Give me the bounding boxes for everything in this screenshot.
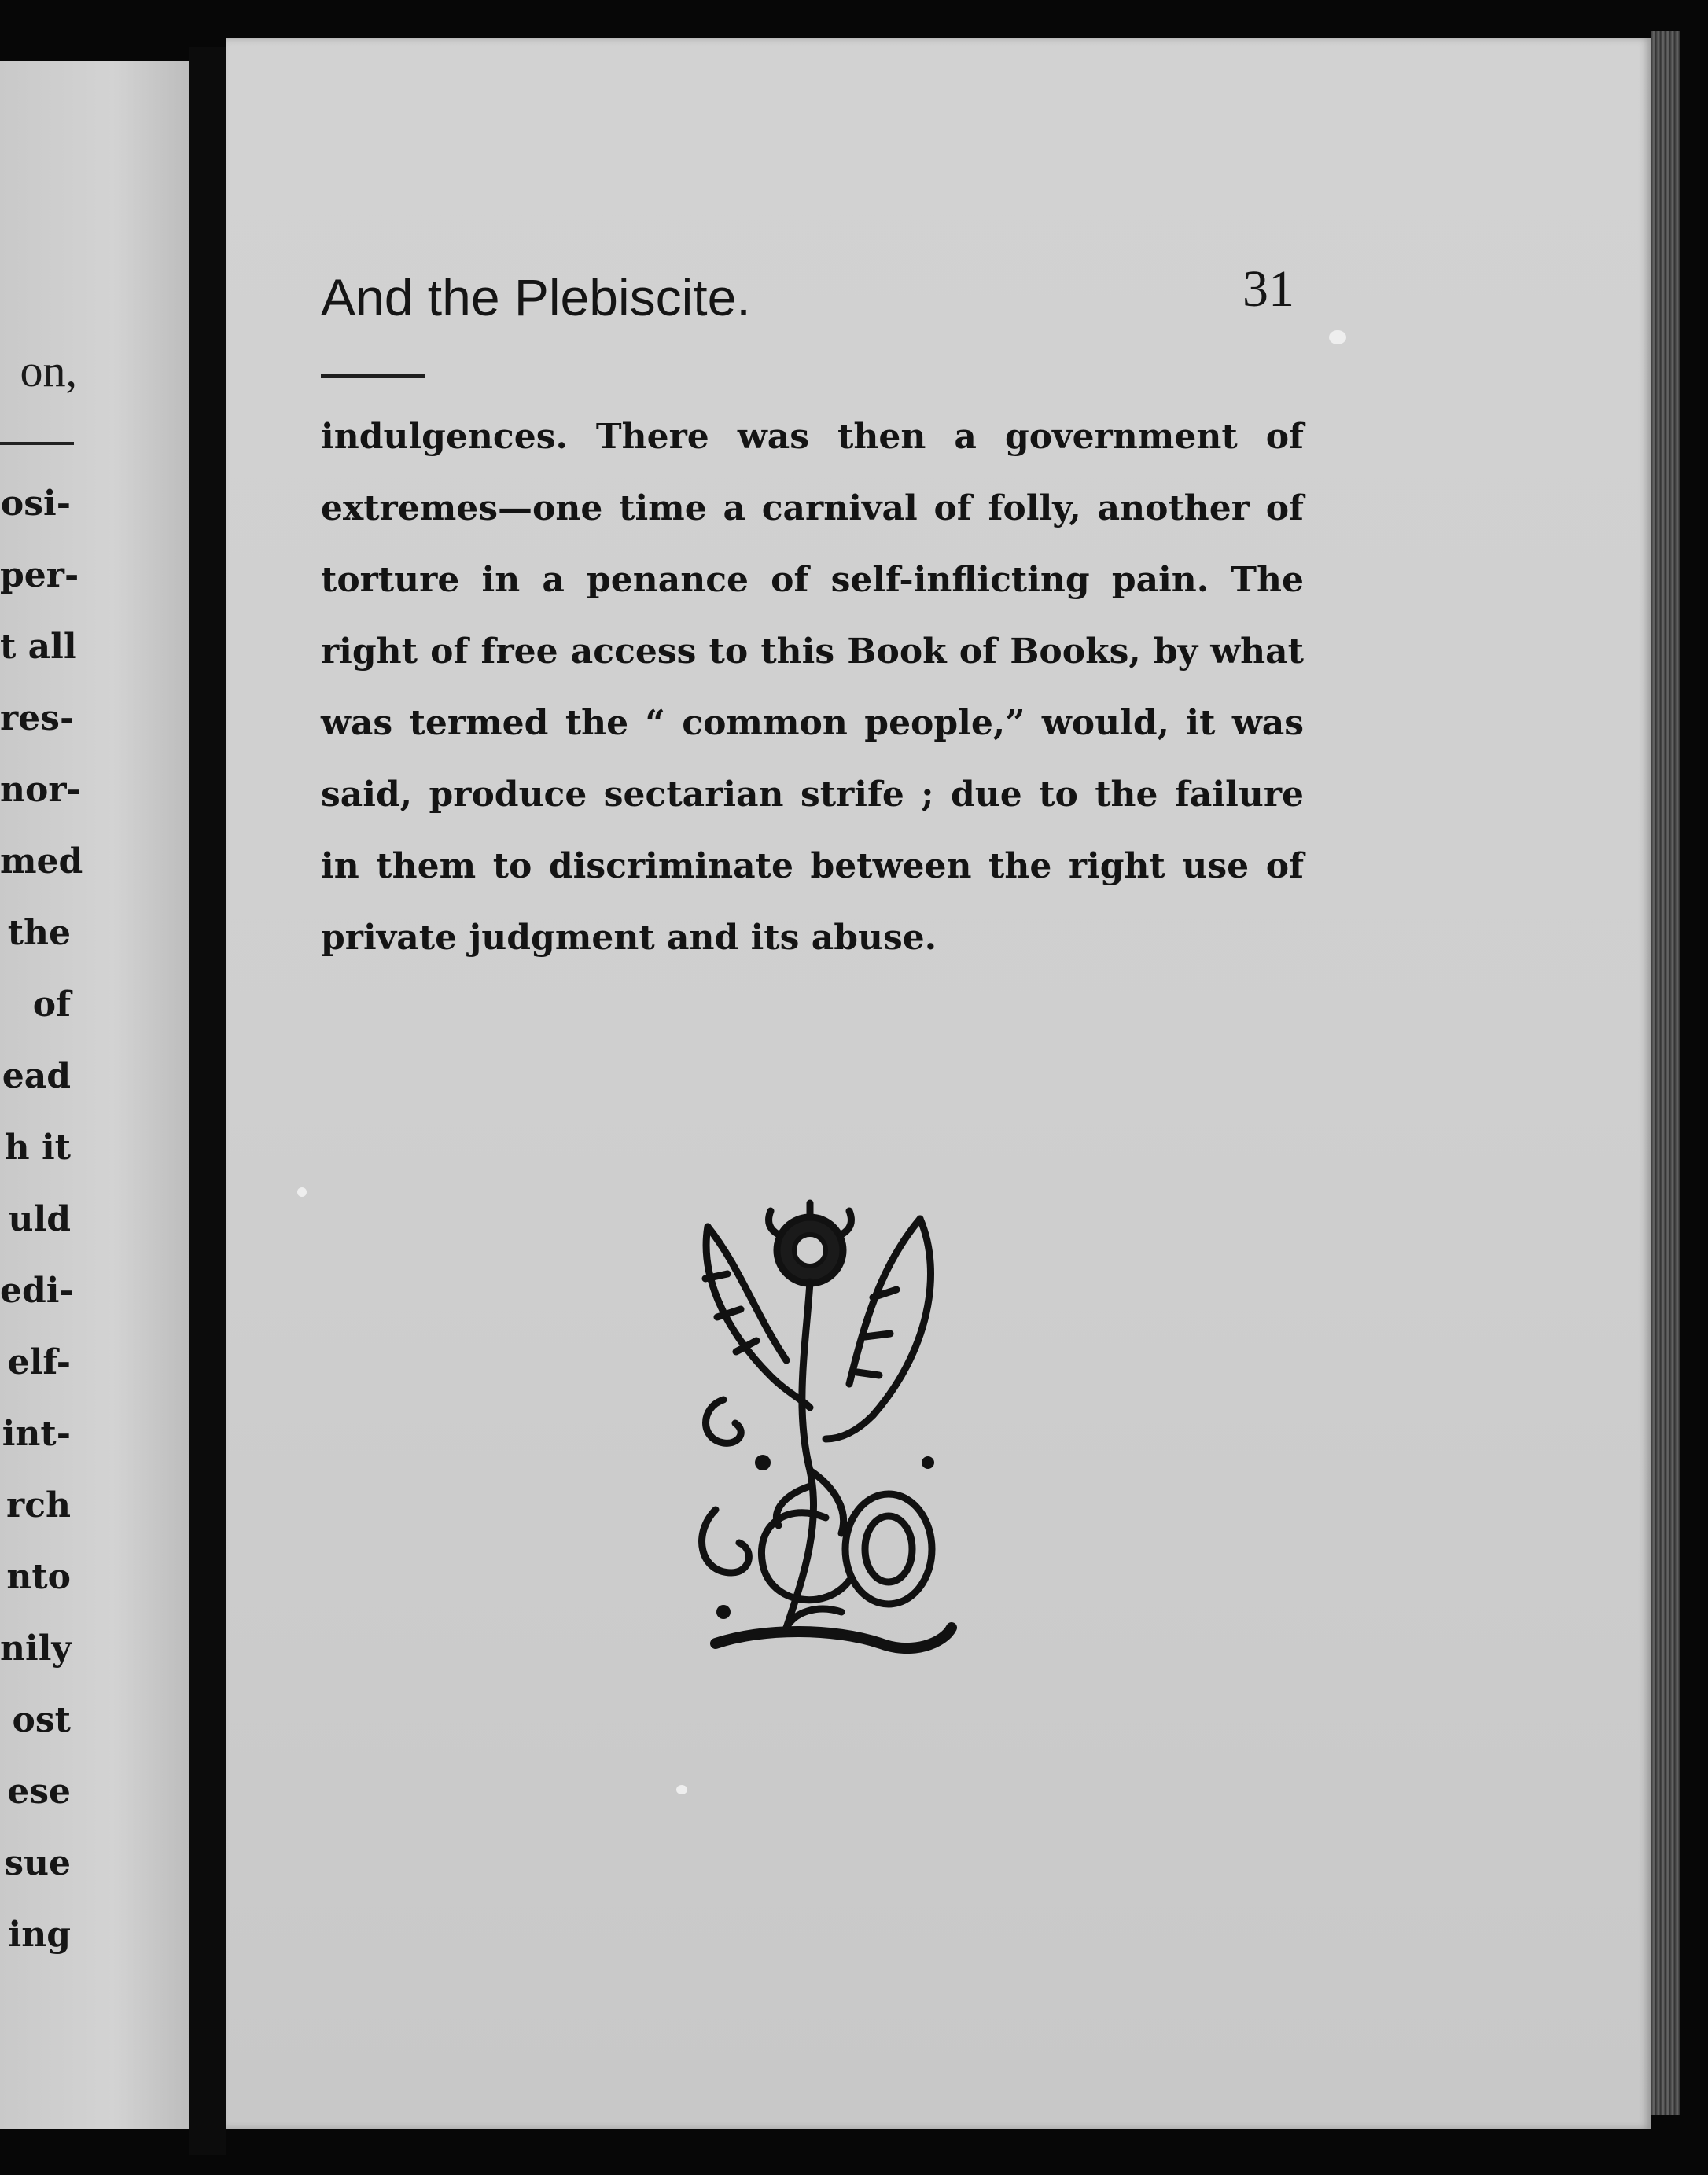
body-line: in them to discriminate between the right use of: [321, 846, 1304, 886]
previous-page-fragment: [0, 61, 189, 2129]
book-gutter: [189, 47, 226, 2155]
previous-page-line: int-: [2, 1414, 71, 1454]
previous-page-text: [0, 468, 83, 1971]
scan-speck: [1329, 330, 1346, 344]
scan-speck: [676, 1785, 687, 1794]
previous-page-line: med: [0, 841, 83, 881]
previous-page-line: edi-: [0, 1271, 74, 1311]
floral-ornament-icon: [692, 1203, 975, 1675]
body-line: extremes—one time a carnival of folly, another of: [321, 488, 1304, 528]
previous-page-rule: [0, 442, 74, 445]
body-line: said, produce sectarian strife ; due to the failure: [321, 775, 1304, 815]
previous-page-heading-fragment: on,: [20, 345, 77, 396]
previous-page-line: per-: [0, 555, 79, 595]
previous-page-line: of: [32, 984, 71, 1025]
heading-rule: [321, 374, 425, 378]
running-head: And the Plebiscite.: [321, 268, 751, 326]
previous-page-line: rch: [6, 1485, 71, 1525]
previous-page-line: h it: [4, 1128, 71, 1168]
body-text: [321, 401, 1304, 973]
page-edge-stack: [1651, 31, 1680, 2115]
previous-page-line: osi-: [0, 484, 71, 524]
previous-page-line: uld: [8, 1199, 71, 1239]
previous-page-line: nto: [6, 1557, 71, 1597]
previous-page-line: nor-: [0, 770, 81, 810]
previous-page-line: ead: [2, 1056, 71, 1096]
book-page: [226, 38, 1651, 2129]
previous-page-line: ost: [12, 1700, 71, 1740]
previous-page-line: elf-: [7, 1342, 71, 1382]
previous-page-line: nily: [0, 1628, 72, 1669]
body-line: was termed the “ common people,” would, it was: [321, 703, 1304, 743]
body-line: indulgences. There was then a government of: [321, 417, 1304, 457]
previous-page-line: ing: [8, 1915, 71, 1955]
body-line: private judgment and its abuse.: [321, 918, 937, 958]
body-line: torture in a penance of self-inflicting pain. The: [321, 560, 1304, 600]
page-number: 31: [1242, 260, 1294, 318]
previous-page-line: ese: [7, 1772, 71, 1812]
previous-page-line: res-: [0, 698, 75, 738]
body-line: right of free access to this Book of Books, by what: [321, 631, 1304, 672]
scan-speck: [297, 1187, 307, 1197]
previous-page-line: the: [7, 913, 71, 953]
previous-page-line: t all: [0, 627, 77, 667]
previous-page-line: sue: [4, 1843, 71, 1883]
